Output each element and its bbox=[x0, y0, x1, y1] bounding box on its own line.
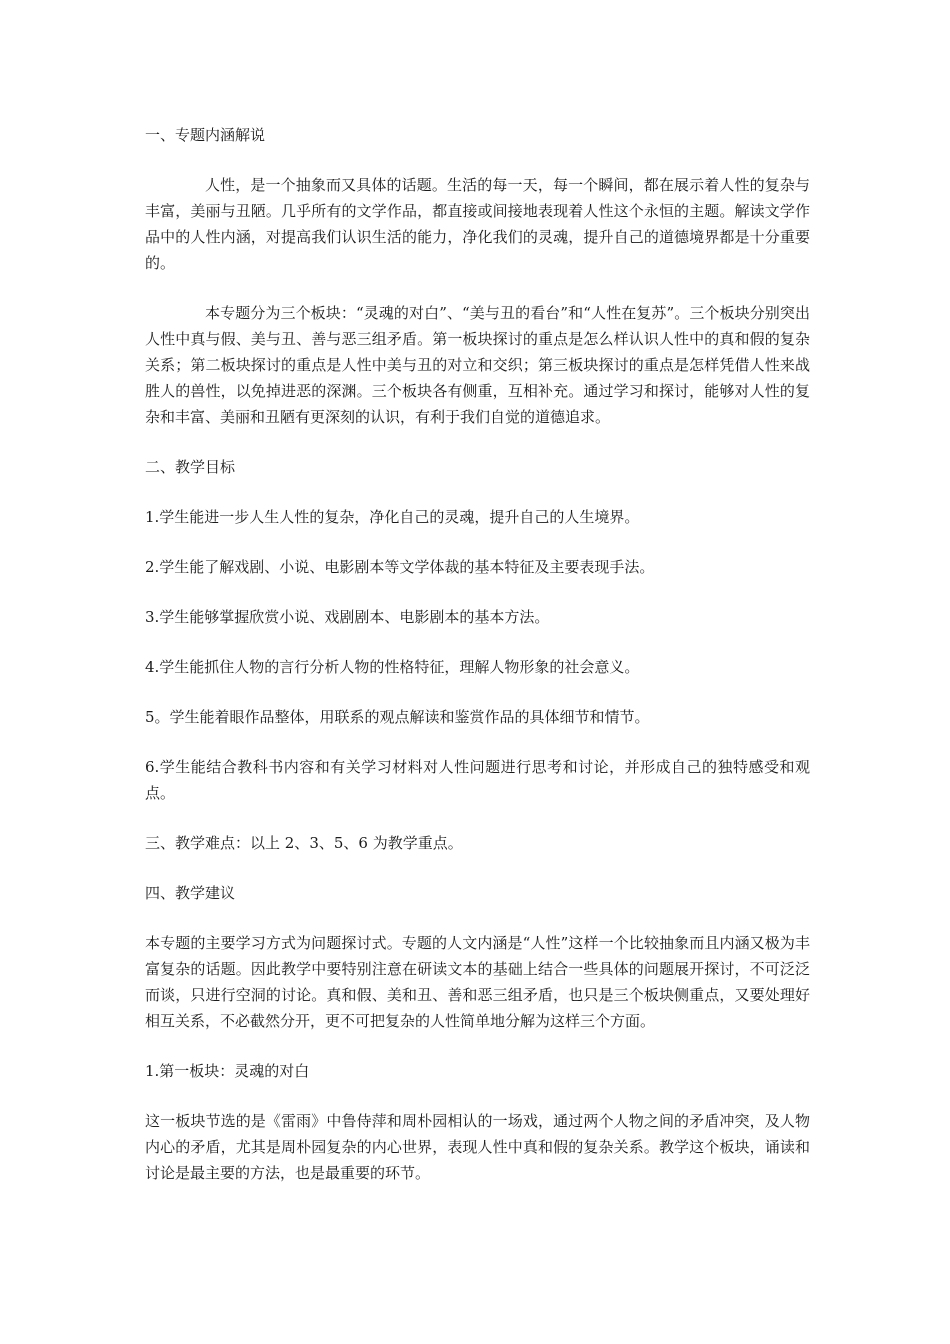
goal-item-5: 5。学生能着眼作品整体，用联系的观点解读和鉴赏作品的具体细节和情节。 bbox=[145, 708, 650, 726]
goal-item-3: 3.学生能够掌握欣赏小说、戏剧剧本、电影剧本的基本方法。 bbox=[145, 608, 550, 626]
paragraph-subsection-1: 这一板块节选的是《雷雨》中鲁侍萍和周朴园相认的一场戏，通过两个人物之间的矛盾冲突，及人物内心的矛盾，尤其是周朴园复杂的内心世界，表现人性中真和假的复杂关系。教学这个板块，诵读和讨论是最主要的方法，也是最重要的环节。 bbox=[145, 1112, 810, 1182]
goal-item-2: 2.学生能了解戏剧、小说、电影剧本等文学体裁的基本特征及主要表现手法。 bbox=[145, 558, 655, 576]
paragraph-suggestion: 本专题的主要学习方式为问题探讨式。专题的人文内涵是“人性”这样一个比较抽象而且内涵又极为丰富复杂的话题。因此教学中要特别注意在研读文本的基础上结合一些具体的问题展开探讨，不可泛泛而谈，只进行空洞的讨论。真和假、美和丑、善和恶三组矛盾，也只是三个板块侧重点，又要处理好相互关系，不必截然分开，更不可把复杂的人性简单地分解为这样三个方面。 bbox=[145, 934, 810, 1030]
paragraph-intro-2: 本专题分为三个板块：“灵魂的对白”、“美与丑的看台”和“人性在复苏”。三个板块分别突出人性中真与假、美与丑、善与恶三组矛盾。第一板块探讨的重点是怎么样认识人性中的真和假的复杂关系；第二板块探讨的重点是人性中美与丑的对立和交织；第三板块探讨的重点是怎样凭借人性来战胜人的兽性，以免掉进恶的深渊。三个板块各有侧重，互相补充。通过学习和探讨，能够对人性的复杂和丰富、美丽和丑陋有更深刻的认识，有利于我们自觉的道德追求。 bbox=[145, 304, 810, 426]
goal-item-4: 4.学生能抓住人物的言行分析人物的性格特征，理解人物形象的社会意义。 bbox=[145, 658, 640, 676]
subsection-heading-1: 1.第一板块：灵魂的对白 bbox=[145, 1062, 310, 1080]
paragraph-intro-1: 人性，是一个抽象而又具体的话题。生活的每一天，每一个瞬间，都在展示着人性的复杂与丰富，美丽与丑陋。几乎所有的文学作品，都直接或间接地表现着人性这个永恒的主题。解读文学作品中的人性内涵，对提高我们认识生活的能力，净化我们的灵魂，提升自己的道德境界都是十分重要的。 bbox=[145, 176, 810, 272]
document-page bbox=[145, 122, 810, 1210]
goal-item-6: 6.学生能结合教科书内容和有关学习材料对人性问题进行思考和讨论，并形成自己的独特感受和观点。 bbox=[145, 758, 810, 802]
section-heading-3: 三、教学难点：以上 2、3、5、6 为教学重点。 bbox=[145, 834, 463, 852]
section-heading-1: 一、专题内涵解说 bbox=[145, 126, 266, 144]
section-heading-2: 二、教学目标 bbox=[145, 458, 236, 476]
goal-item-1: 1.学生能进一步人生人性的复杂，净化自己的灵魂，提升自己的人生境界。 bbox=[145, 508, 640, 526]
section-heading-4: 四、教学建议 bbox=[145, 884, 236, 902]
